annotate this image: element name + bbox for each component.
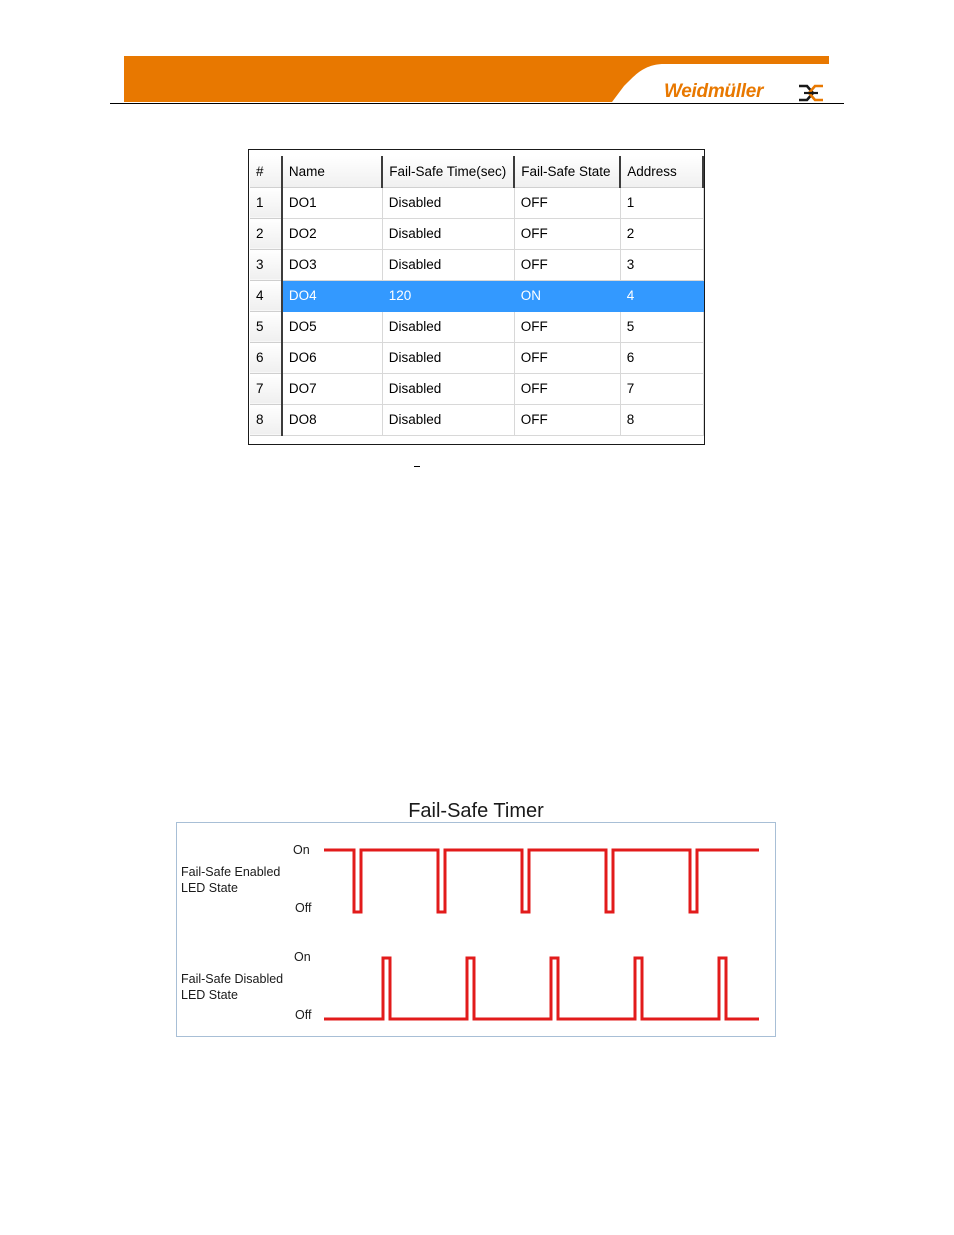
table-header-row xyxy=(250,156,703,187)
disabled-off-label: Off xyxy=(295,1008,312,1022)
table-row[interactable] xyxy=(250,404,703,435)
fail-safe-timer-diagram xyxy=(176,822,776,1037)
column-header-address[interactable]: Address xyxy=(620,156,703,187)
row-number: 6 xyxy=(250,342,282,373)
caption-mark xyxy=(414,466,420,467)
table-row[interactable] xyxy=(250,373,703,404)
row-number: 8 xyxy=(250,404,282,435)
cell-fail-safe-time[interactable]: Disabled xyxy=(382,187,514,218)
fail-safe-table xyxy=(248,149,705,445)
column-header-fail-safe-time[interactable]: Fail-Safe Time(sec) xyxy=(382,156,514,187)
cell-address[interactable]: 3 xyxy=(620,249,703,280)
enabled-waveform xyxy=(324,850,759,912)
cell-fail-safe-state[interactable]: OFF xyxy=(514,249,620,280)
cell-name[interactable]: DO7 xyxy=(282,373,382,404)
row-number: 1 xyxy=(250,187,282,218)
row-number: 5 xyxy=(250,311,282,342)
cell-name[interactable]: DO6 xyxy=(282,342,382,373)
cell-fail-safe-time[interactable]: Disabled xyxy=(382,218,514,249)
cell-name[interactable]: DO4 xyxy=(282,280,382,311)
cell-address[interactable]: 1 xyxy=(620,187,703,218)
row-number: 4 xyxy=(250,280,282,311)
cell-fail-safe-time[interactable]: Disabled xyxy=(382,373,514,404)
cell-address[interactable]: 2 xyxy=(620,218,703,249)
cell-name[interactable]: DO3 xyxy=(282,249,382,280)
fail-safe-grid xyxy=(250,156,704,436)
enabled-label-line2: LED State xyxy=(181,881,238,895)
row-number: 7 xyxy=(250,373,282,404)
timing-waveforms xyxy=(177,823,777,1038)
row-number: 2 xyxy=(250,218,282,249)
table-row[interactable] xyxy=(250,218,703,249)
cell-fail-safe-time[interactable]: 120 xyxy=(382,280,514,311)
disabled-label-line2: LED State xyxy=(181,988,238,1002)
cell-fail-safe-time[interactable]: Disabled xyxy=(382,249,514,280)
table-row[interactable] xyxy=(250,249,703,280)
cell-address[interactable]: 6 xyxy=(620,342,703,373)
column-header-name[interactable]: Name xyxy=(282,156,382,187)
enabled-on-label: On xyxy=(293,843,310,857)
figure-title: Fail-Safe Timer xyxy=(408,800,544,822)
disabled-on-label: On xyxy=(294,950,311,964)
cell-fail-safe-state[interactable]: ON xyxy=(514,280,620,311)
table-row[interactable] xyxy=(250,187,703,218)
table-row[interactable] xyxy=(250,342,703,373)
cell-fail-safe-state[interactable]: OFF xyxy=(514,404,620,435)
weidmuller-logo-mark-icon xyxy=(798,84,824,102)
table-row-selected[interactable] xyxy=(250,280,703,311)
cell-name[interactable]: DO1 xyxy=(282,187,382,218)
row-number: 3 xyxy=(250,249,282,280)
disabled-label-line1: Fail-Safe Disabled xyxy=(181,972,284,986)
cell-fail-safe-state[interactable]: OFF xyxy=(514,311,620,342)
cell-address[interactable]: 8 xyxy=(620,404,703,435)
cell-address[interactable]: 7 xyxy=(620,373,703,404)
enabled-off-label: Off xyxy=(295,901,312,915)
cell-name[interactable]: DO2 xyxy=(282,218,382,249)
column-header-fail-safe-state[interactable]: Fail-Safe State xyxy=(514,156,620,187)
cell-address[interactable]: 5 xyxy=(620,311,703,342)
table-row[interactable] xyxy=(250,311,703,342)
column-header-number[interactable]: # xyxy=(250,156,282,187)
cell-fail-safe-state[interactable]: OFF xyxy=(514,218,620,249)
cell-fail-safe-time[interactable]: Disabled xyxy=(382,311,514,342)
enabled-label-line1: Fail-Safe Enabled xyxy=(181,865,281,879)
cell-fail-safe-state[interactable]: OFF xyxy=(514,373,620,404)
header-rule xyxy=(110,103,844,104)
cell-fail-safe-time[interactable]: Disabled xyxy=(382,342,514,373)
cell-name[interactable]: DO5 xyxy=(282,311,382,342)
cell-fail-safe-state[interactable]: OFF xyxy=(514,342,620,373)
brand-logo-text: Weidmüller xyxy=(664,81,764,102)
disabled-waveform xyxy=(324,958,759,1019)
cell-fail-safe-time[interactable]: Disabled xyxy=(382,404,514,435)
cell-name[interactable]: DO8 xyxy=(282,404,382,435)
cell-fail-safe-state[interactable]: OFF xyxy=(514,187,620,218)
cell-address[interactable]: 4 xyxy=(620,280,703,311)
